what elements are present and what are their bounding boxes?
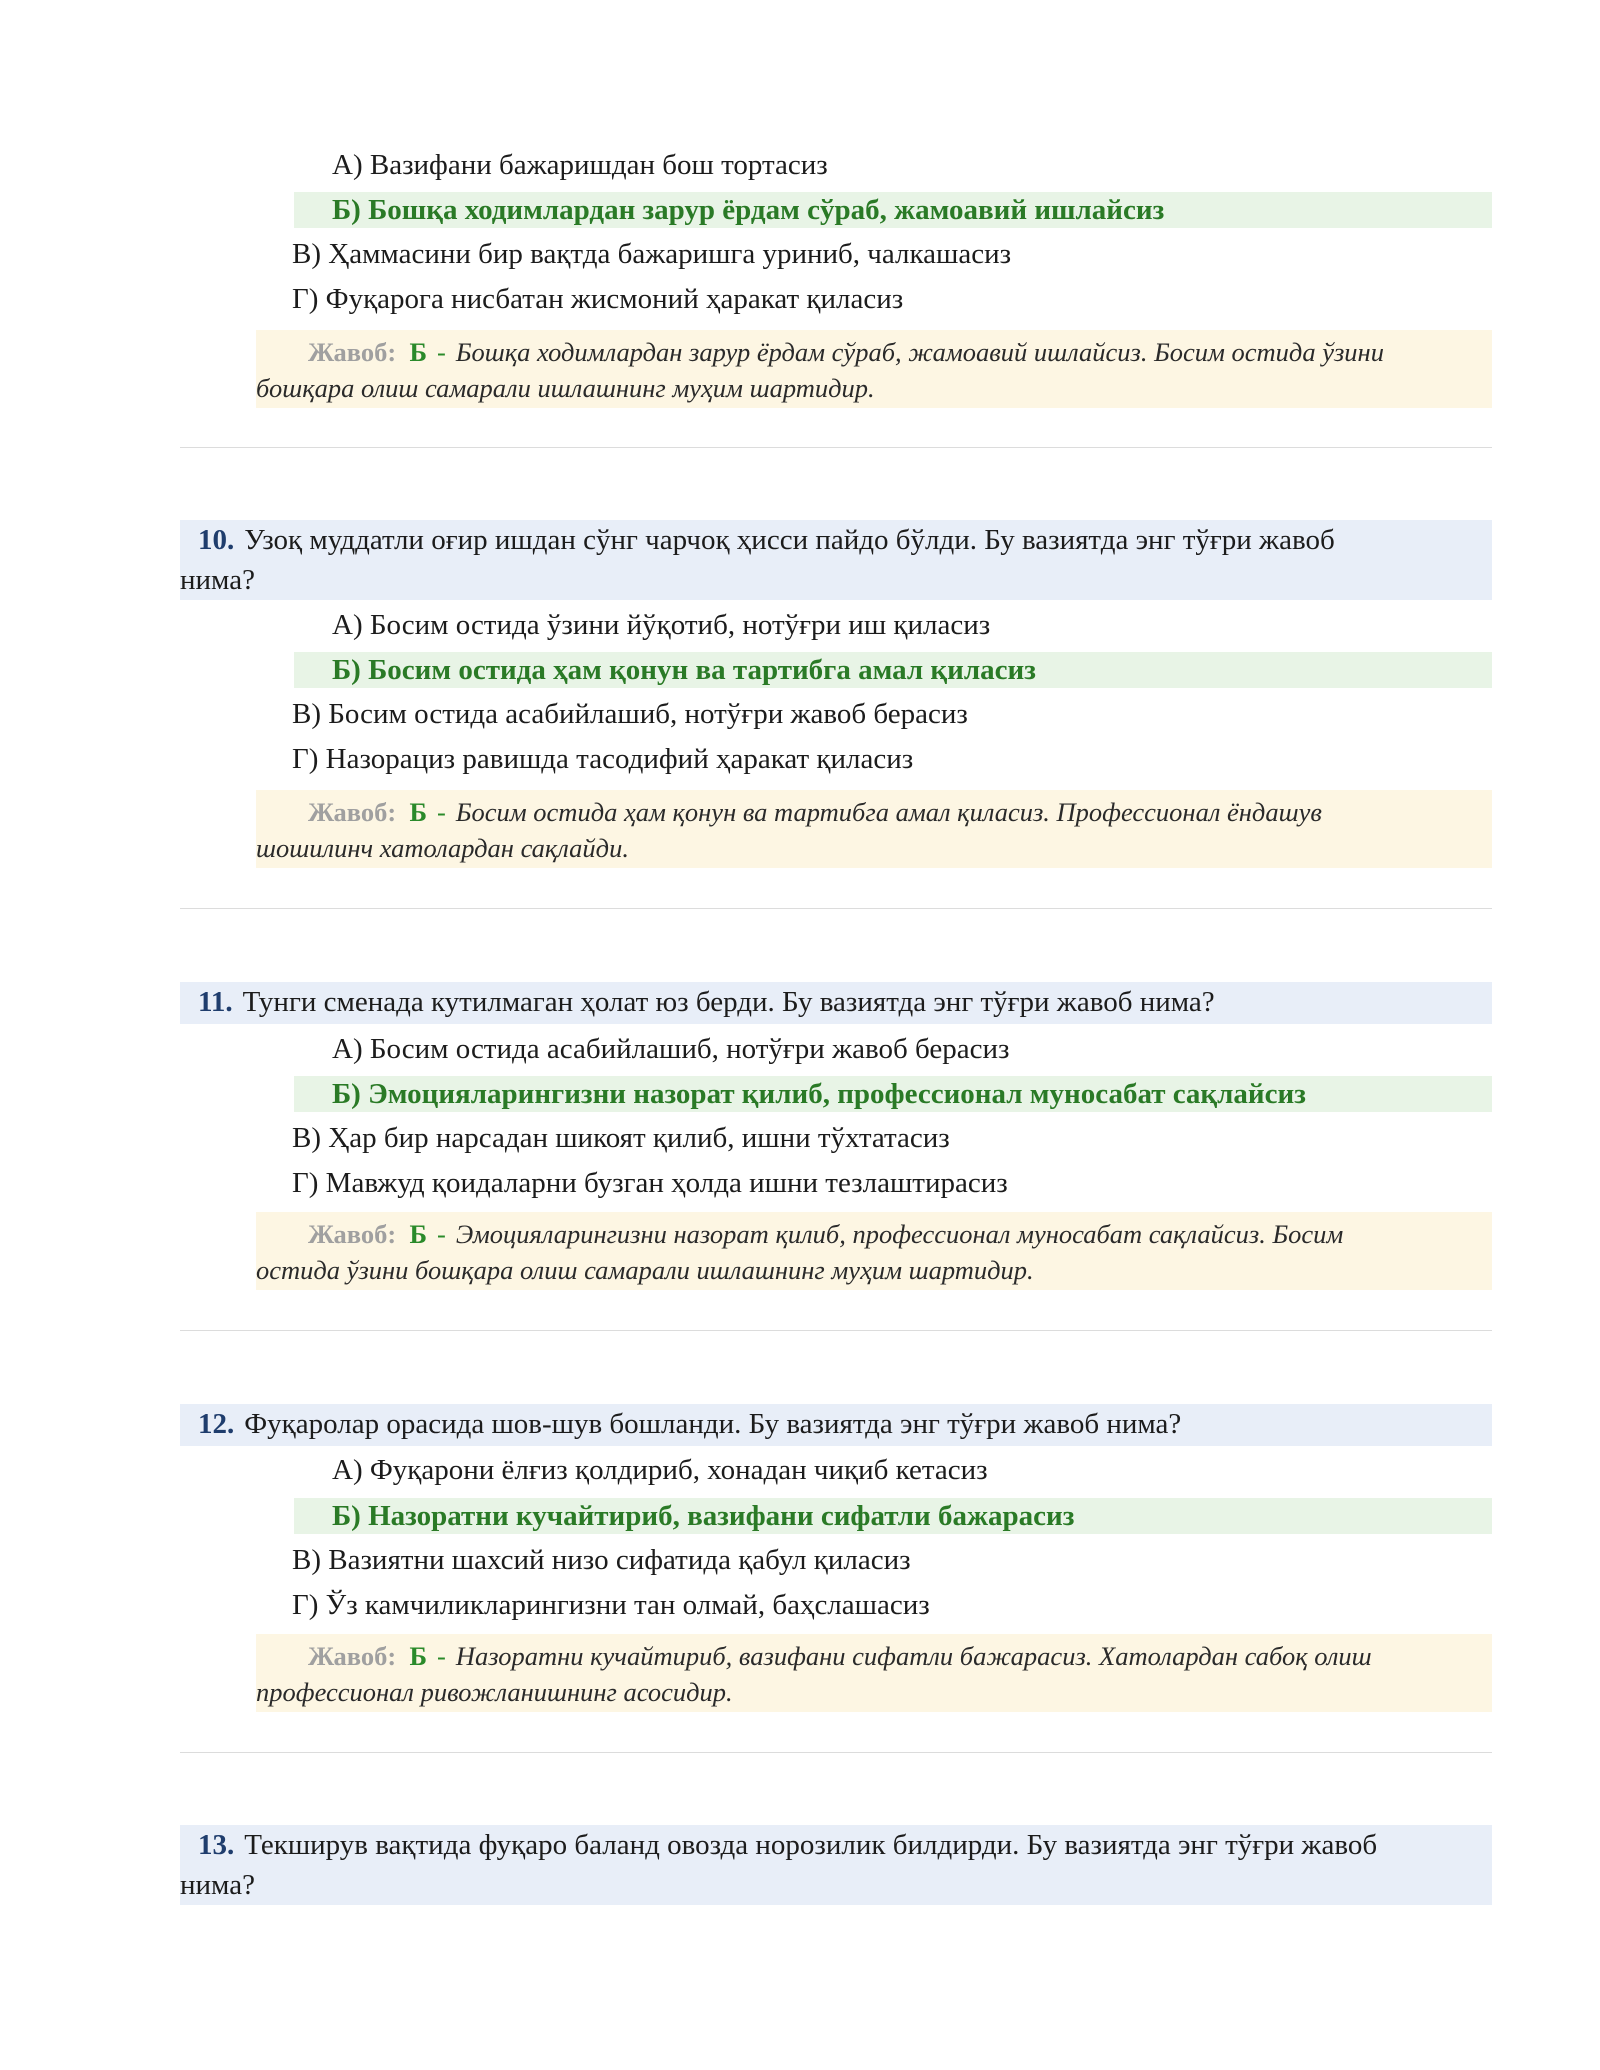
question-number: 11. (198, 986, 233, 1018)
answer-letter: Б (409, 1641, 428, 1671)
answer-label: Жавоб: (308, 797, 397, 827)
answer-text: Босим остида ҳам қонун ва тартибга амал қиласиз. Профессионал ёндашув (455, 797, 1322, 827)
option-a: А) Фуқарони ёлғиз қолдириб, хонадан чиқиб кетасиз (332, 1454, 988, 1486)
answer-dash: - (437, 1641, 446, 1671)
answer-text: Назоратни кучайтириб, вазифани сифатли бажарасиз. Хатолардан сабоқ олиш (455, 1641, 1372, 1671)
question-number: 12. (198, 1408, 235, 1440)
answer-box (256, 1212, 1492, 1290)
question-text-line2: нима? (180, 564, 255, 596)
question-header (180, 520, 1492, 600)
divider (180, 1752, 1492, 1753)
answer-letter: Б (409, 337, 428, 367)
option-g: Г) Назорациз равишда тасодифий ҳаракат қиласиз (292, 743, 914, 775)
answer-box (256, 1634, 1492, 1712)
answer-label: Жавоб: (308, 1641, 397, 1671)
option-v: В) Босим остида асабийлашиб, нотўғри жавоб берасиз (292, 698, 968, 730)
question-text: Текширув вақтида фуқаро баланд овозда норозилик билдирди. Бу вазиятда энг тўғри жавоб (244, 1829, 1378, 1861)
answer-letter: Б (409, 1219, 428, 1249)
question-header (180, 1825, 1492, 1905)
question-text: Фуқаролар орасида шов-шув бошланди. Бу вазиятда энг тўғри жавоб нима? (244, 1408, 1182, 1440)
option-v: В) Ҳар бир нарсадан шикоят қилиб, ишни тўхтатасиз (292, 1122, 950, 1154)
option-b-correct: Б) Назоратни кучайтириб, вазифани сифатли бажарасиз (294, 1498, 1492, 1534)
option-b-correct: Б) Босим остида ҳам қонун ва тартибга амал қиласиз (294, 652, 1492, 688)
question-number: 10. (198, 524, 235, 556)
divider (180, 908, 1492, 909)
option-g: Г) Мавжуд қоидаларни бузган ҳолда ишни тезлаштирасиз (292, 1167, 1008, 1199)
answer-box (256, 330, 1492, 408)
question-header (180, 982, 1492, 1024)
question-text: Узоқ муддатли оғир ишдан сўнг чарчоқ ҳисси пайдо бўлди. Бу вазиятда энг тўғри жавоб (244, 524, 1335, 556)
answer-text: Эмоцияларингизни назорат қилиб, профессионал муносабат сақлайсиз. Босим (455, 1219, 1344, 1249)
option-a: А) Босим остида асабийлашиб, нотўғри жавоб берасиз (332, 1033, 1010, 1065)
answer-letter: Б (409, 797, 428, 827)
option-g: Г) Фуқарога нисбатан жисмоний ҳаракат қиласиз (292, 283, 904, 315)
option-g: Г) Ўз камчиликларингизни тан олмай, баҳслашасиз (292, 1589, 930, 1621)
option-v: В) Ҳаммасини бир вақтда бажаришга уриниб, чалкашасиз (292, 238, 1012, 270)
divider (180, 1330, 1492, 1331)
option-a: А) Вазифани бажаришдан бош тортасиз (332, 149, 828, 181)
answer-text: Бошқа ходимлардан зарур ёрдам сўраб, жамоавий ишлайсиз. Босим остида ўзини (455, 337, 1384, 367)
answer-dash: - (437, 337, 446, 367)
option-b-correct: Б) Бошқа ходимлардан зарур ёрдам сўраб, жамоавий ишлайсиз (294, 192, 1492, 228)
answer-box (256, 790, 1492, 868)
answer-label: Жавоб: (308, 337, 397, 367)
answer-text-line2: шошилинч хатолардан сақлайди. (256, 833, 629, 863)
answer-label: Жавоб: (308, 1219, 397, 1249)
answer-dash: - (437, 1219, 446, 1249)
answer-dash: - (437, 797, 446, 827)
question-text: Тунги сменада кутилмаган ҳолат юз берди. Бу вазиятда энг тўғри жавоб нима? (242, 986, 1215, 1018)
answer-text-line2: остида ўзини бошқара олиш самарали ишлашнинг муҳим шартидир. (256, 1255, 1034, 1285)
option-b-correct: Б) Эмоцияларингизни назорат қилиб, профессионал муносабат сақлайсиз (294, 1076, 1492, 1112)
answer-text-line2: профессионал ривожланишнинг асосидир. (256, 1677, 733, 1707)
option-a: А) Босим остида ўзини йўқотиб, нотўғри иш қиласиз (332, 609, 991, 641)
question-number: 13. (198, 1829, 235, 1861)
question-text-line2: нима? (180, 1869, 255, 1901)
answer-text-line2: бошқара олиш самарали ишлашнинг муҳим шартидир. (256, 373, 875, 403)
divider (180, 447, 1492, 448)
option-v: В) Вазиятни шахсий низо сифатида қабул қиласиз (292, 1544, 911, 1576)
question-header (180, 1404, 1492, 1446)
